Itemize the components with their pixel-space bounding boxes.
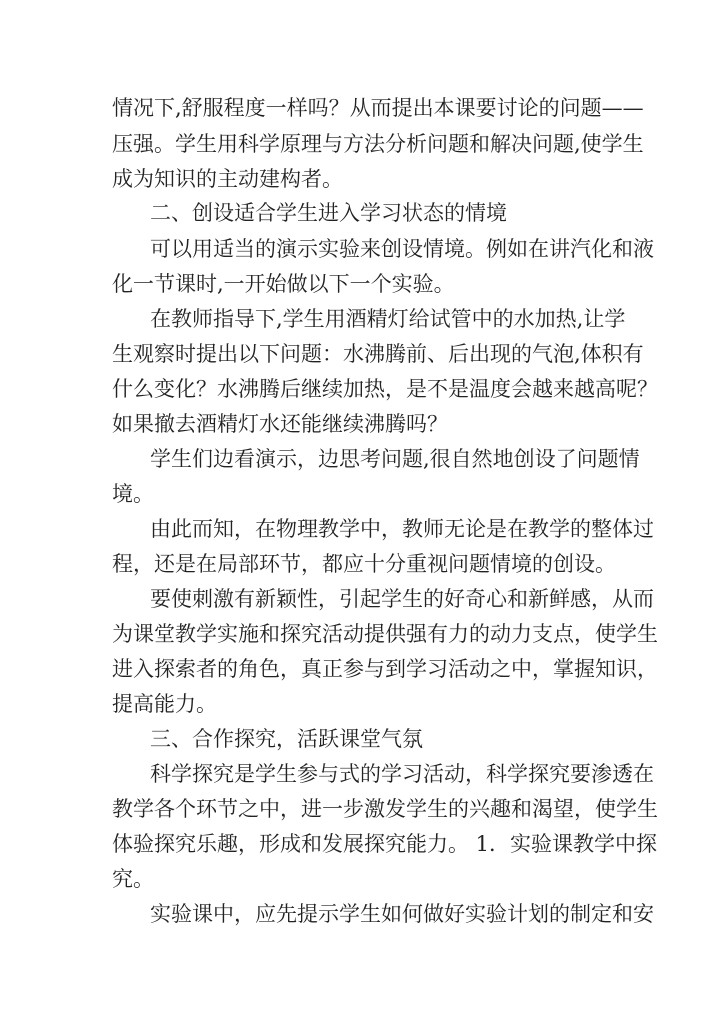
text-line: 化一节课时,一开始做以下一个实验。	[112, 272, 455, 296]
text-line: 为课堂教学实施和探究活动提供强有力的动力支点，使学生	[112, 622, 658, 646]
text-line: 情况下,舒服程度一样吗？从而提出本课要讨论的问题——	[112, 96, 644, 120]
text-line: 体验探究乐趣，形成和发展探究能力。 1．实验课教学中探	[112, 832, 658, 856]
text-line: 究。	[112, 867, 154, 891]
text-line: 在教师指导下,学生用酒精灯给试管中的水加热,让学	[150, 307, 626, 331]
text-line: 如果撤去酒精灯水还能继续沸腾吗？	[112, 412, 448, 436]
text-line: 成为知识的主动建构者。	[112, 167, 343, 191]
text-line: 教学各个环节之中，进一步激发学生的兴趣和渴望，使学生	[112, 797, 658, 821]
text-line: 学生们边看演示，边思考问题,很自然地创设了问题情	[150, 447, 640, 471]
text-line: 境。	[112, 482, 154, 506]
text-line: 要使刺激有新颖性，引起学生的好奇心和新鲜感，从而	[150, 587, 654, 611]
text-line: 程，还是在局部环节，都应十分重视问题情境的创设。	[112, 552, 616, 576]
text-line: 可以用适当的演示实验来创设情境。例如在讲汽化和液	[150, 237, 654, 261]
section-heading-3: 三、合作探究，活跃课堂气氛	[150, 727, 423, 751]
text-line: 由此而知，在物理教学中，教师无论是在教学的整体过	[150, 517, 654, 541]
text-line: 压强。学生用科学原理与方法分析问题和解决问题,使学生	[112, 132, 644, 156]
text-line: 生观察时提出以下问题：水沸腾前、后出现的气泡,体积有	[112, 342, 644, 366]
section-heading-2: 二、创设适合学生进入学习状态的情境	[150, 201, 507, 225]
text-line: 提高能力。	[112, 692, 217, 716]
text-line: 进入探索者的角色，真正参与到学习活动之中，掌握知识，	[112, 657, 658, 681]
text-line: 科学探究是学生参与式的学习活动，科学探究要渗透在	[150, 762, 654, 786]
text-line: 什么变化？水沸腾后继续加热，是不是温度会越来越高呢？	[112, 377, 658, 401]
text-line: 实验课中，应先提示学生如何做好实验计划的制定和安	[150, 902, 654, 926]
